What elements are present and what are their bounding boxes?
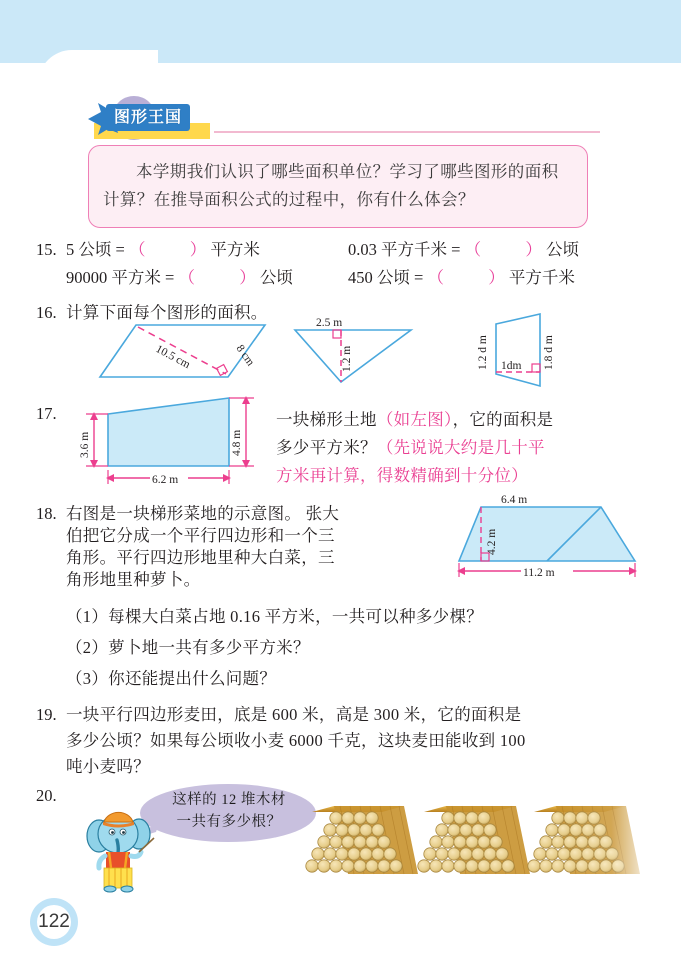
q17-text-line-1 [276, 406, 553, 434]
right-angle-mark [532, 364, 540, 372]
speech-bubble-text [150, 790, 308, 834]
q15-row-2-left [66, 264, 293, 288]
q16-trapezoid-figure [466, 312, 596, 390]
q15-r2-r-rparen: ） [488, 268, 505, 287]
q19-line-3: 吨小麦吗？ [66, 757, 150, 776]
q18-sub-1: （1）每棵大白菜占地 0.16 平方米，一共可以种多少棵？ [66, 607, 484, 626]
pile3-fade-overlay [562, 792, 652, 892]
q18-bottom-arrow-left [457, 567, 465, 575]
q15-r1-l-unit: 平方米 [210, 240, 260, 259]
q17-bottom-arrow-left [106, 474, 114, 482]
q15-row-1-right [348, 236, 579, 260]
q17-right-label: 4.8 m [231, 429, 243, 456]
q17-text-line-3: 方米再计算，得数精确到十分位） [276, 466, 528, 485]
page-number-badge [30, 898, 78, 946]
q15-r1-r-rparen: ） [525, 240, 542, 259]
q17-left-arrow-bottom [90, 460, 98, 468]
triangle-height-label: 1.2 m [341, 345, 353, 372]
q15-r2-r-lparen: （ [427, 268, 444, 287]
q15-r2-l-unit: 公顷 [259, 268, 293, 287]
q15-r2-r-unit: 平方千米 [508, 268, 575, 287]
q15-r2-l-lparen: （ [178, 268, 195, 287]
trapezoid-height-label: 1dm [501, 360, 522, 372]
q18-height-label: 4.2 m [486, 528, 498, 555]
q19-line-1: 一块平行四边形麦田，底是 600 米，高是 300 米，它的面积是 [66, 705, 522, 724]
bubble-line-2: 一共有多少根？ [176, 813, 282, 830]
q17-text-pink-b: （先说说大约是几十平 [376, 438, 545, 457]
trapezoid-right-label: 1.8 d m [543, 335, 555, 370]
pile1-row-2 [324, 824, 384, 836]
q17-left-label: 3.6 m [79, 431, 91, 458]
question-17-number: 17. [36, 404, 57, 423]
elephant-mascot-icon [84, 806, 156, 892]
bubble-line-1: 这样的 12 堆木材 [172, 792, 286, 808]
q15-r1-l-lparen: （ [128, 240, 146, 259]
trapezoid-shape [496, 314, 540, 386]
intro-question-box [88, 145, 588, 228]
q18-bottom-arrow-right [629, 567, 637, 575]
q15-r2-l-value: 90000 平方米 = [66, 268, 175, 287]
log-pile-1 [306, 806, 418, 874]
q18-top-label: 6.4 m [501, 494, 528, 506]
trapezoid-left-label: 1.2 d m [477, 335, 489, 370]
q15-r1-l-value: 5 公顷 = [66, 240, 125, 259]
page-number-inner [37, 905, 71, 939]
q15-r2-l-rparen: ） [239, 268, 256, 287]
question-20-number: 20. [36, 786, 57, 805]
q18-line-4: 角形地里种萝卜。 [66, 570, 201, 589]
log-pile-2 [418, 806, 530, 874]
q15-r2-r-value: 450 公顷 = [348, 268, 424, 287]
page-number-text: 122 [38, 911, 70, 932]
right-angle-mark [333, 330, 341, 338]
triangle-base-label: 2.5 m [316, 317, 343, 329]
badge-label: 图形王国 [114, 107, 183, 126]
log-pile-3 [528, 792, 652, 892]
parallelogram-height-label: 10.5 cm [153, 343, 192, 372]
q15-r1-l-rparen: ） [189, 240, 207, 259]
pile2-row-2 [436, 824, 496, 836]
q18-bottom-label: 11.2 m [523, 567, 555, 579]
badge-plate [106, 104, 190, 131]
q16-parallelogram-figure [100, 322, 300, 384]
q17-text-b: ，它的面积是 [452, 410, 554, 429]
q15-r1-r-lparen: （ [464, 240, 482, 259]
parallelogram-side-label: 8 cm [233, 342, 257, 369]
q17-text-pink-a: （如左图） [376, 410, 453, 429]
q18-sub-2: （2）萝卜地一共有多少平方米？ [66, 638, 310, 657]
q17-right-arrow-top [242, 396, 250, 404]
q18-trapezoid-figure [455, 485, 660, 585]
q16-triangle-figure [293, 316, 443, 386]
q17-text-a: 一块梯形土地 [276, 410, 377, 429]
q15-row-1-left [66, 236, 260, 260]
question-16-number: 16. [36, 303, 57, 322]
intro-text: 本学期我们认识了哪些面积单位？学习了哪些图形的面积计算？在推导面积公式的过程中，你有什么体会？ [103, 162, 559, 210]
log-piles-illustration [300, 782, 640, 900]
q17-trapezoid-figure [74, 396, 274, 488]
triangle-shape [295, 330, 411, 382]
q17-bottom-arrow-right [223, 474, 231, 482]
q17-text-line-2 [276, 434, 545, 462]
q18-line-3: 角形。平行四边形地里种大白菜，三 [66, 548, 335, 567]
section-badge [88, 100, 608, 140]
q15-r1-r-value: 0.03 平方千米 = [348, 240, 461, 259]
q17-shape [108, 398, 229, 466]
question-19-number: 19. [36, 705, 57, 724]
q18-sub-3: （3）你还能提出什么问题？ [66, 669, 277, 688]
q15-row-2-right [348, 264, 575, 288]
question-16-text: 计算下面每个图形的面积。 [66, 303, 268, 322]
q19-line-2: 多少公顷？如果每公顷收小麦 6000 千克，这块麦田能收到 100 [66, 731, 526, 750]
question-15-number: 15. [36, 240, 57, 259]
q15-r1-r-unit: 公顷 [545, 240, 579, 259]
q17-text-c: 多少平方米？ [276, 438, 377, 457]
q17-left-arrow-top [90, 412, 98, 420]
q18-line-2: 伯把它分成一个平行四边形和一个三 [66, 526, 335, 545]
q17-right-arrow-bottom [242, 460, 250, 468]
q17-bottom-label: 6.2 m [152, 474, 179, 486]
q18-line-1: 右图是一块梯形菜地的示意图。 张大 [66, 504, 340, 523]
question-18-number: 18. [36, 504, 57, 523]
badge-underline [214, 131, 600, 133]
